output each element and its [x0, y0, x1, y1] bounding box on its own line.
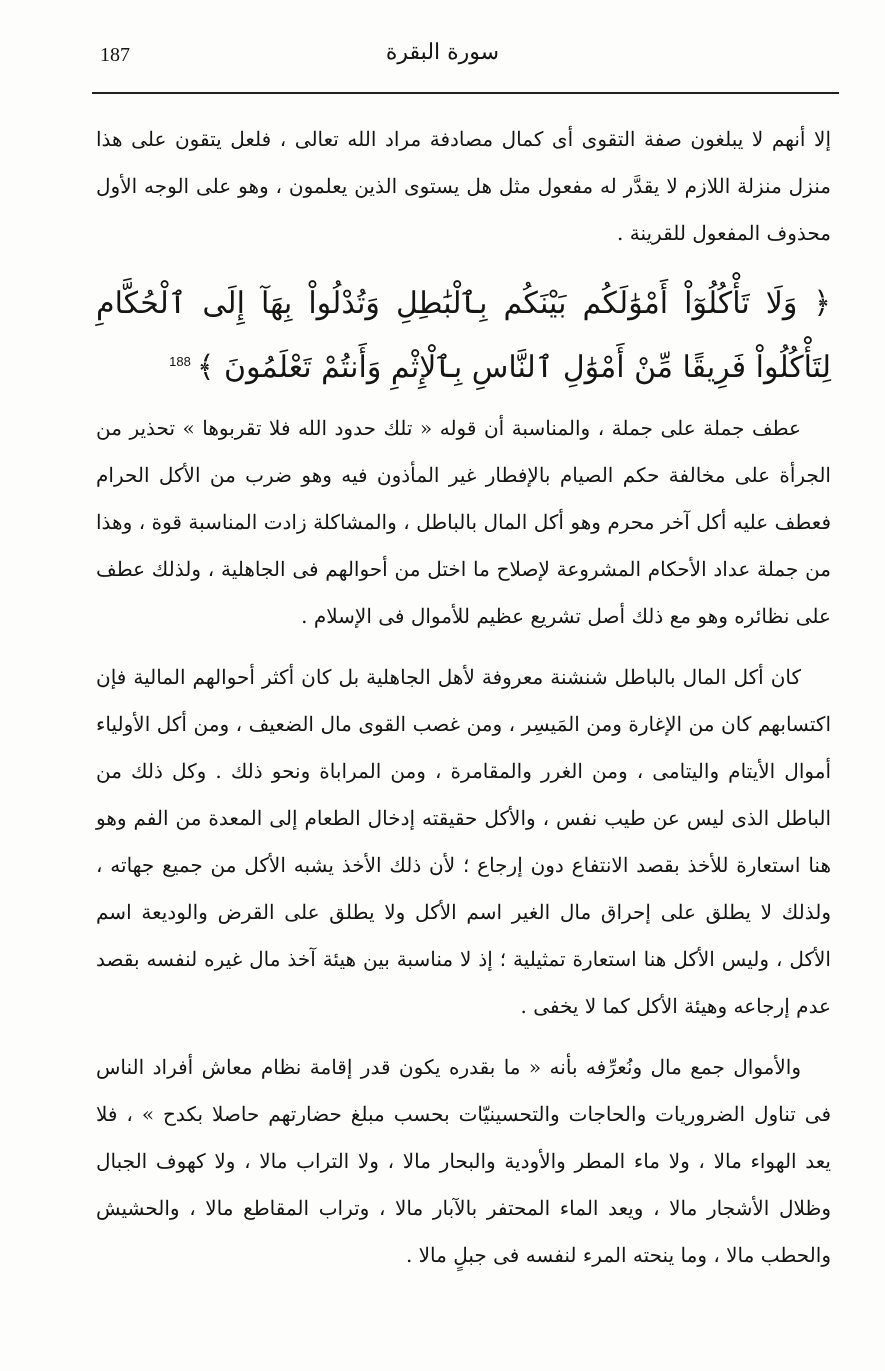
verse-number: 188 — [169, 354, 191, 369]
paragraph-commentary-3: والأموال جمع مال ونُعرِّفه بأنه « ما بقدره يكون قدر إقامة نظام معاش أفراد الناس فى تناول الضروريات والحاجات والتحسينيّات بحسب مبلغ حضارتهم حاصلا بكدح » ، فلا يعد الهواء مالا ، ولا ماء المطر والأودية والبحار مالا ، ولا التراب مالا ، ولا كهوف الجبال وظلال الأشجار مالا ، ويعد الماء المحتفر بالآبار مالا ، وتراب المقاطع مالا ، والحشيش والحطب مالا ، وما ينحته المرء لنفسه فى جبلٍ مالا . — [96, 1055, 831, 1267]
header-rule — [92, 92, 839, 94]
page-number: 187 — [100, 44, 130, 66]
paragraph-intro: إلا أنهم لا يبلغون صفة التقوى أى كمال مصادفة مراد الله تعالى ، فلعل يتقون على هذا منزل منزلة اللازم لا يقدَّر له مفعول مثل هل يستوى الذين يعلمون ، وهو على الوجه الأول محذوف المفعول للقرينة . — [96, 127, 831, 245]
paragraph-commentary-1: عطف جملة على جملة ، والمناسبة أن قوله « تلك حدود الله فلا تقربوها » تحذير من الجرأة على مخالفة حكم الصيام بالإفطار غير المأذون فيه وهو ضرب من الأكل الحرام فعطف عليه أكل آخر محرم وهو أكل المال بالباطل ، والمشاكلة زادت المناسبة قوة ، وهذا من جملة عداد الأحكام المشروعة لإصلاح ما اختل من أحوالهم فى الجاهلية ، ولذلك عطف على نظائره وهو مع ذلك أصل تشريع عظيم للأموال فى الإسلام . — [96, 416, 832, 628]
paragraph-gap — [96, 1030, 831, 1044]
quran-verse — [96, 275, 831, 397]
paragraph-gap — [96, 640, 831, 654]
page-body — [96, 116, 831, 1279]
paragraph-commentary-2: كان أكل المال بالباطل شنشنة معروفة لأهل الجاهلية بل كان أكثر أحوالهم المالية فإن اكتسابهم كان من الإغارة ومن المَيسِر ، ومن غصب القوى مال الضعيف ، ومن أكل الأولياء أموال الأيتام واليتامى ، ومن الغرر والمقامرة ، ومن المراباة ونحو ذلك . وكل ذلك من الباطل الذى ليس عن طيب نفس ، والأكل حقيقته إدخال الطعام إلى المعدة من الفم وهو هنا استعارة للأخذ بقصد الانتفاع دون إرجاع ؛ لأن ذلك الأخذ يشبه الأكل من جميع جهاته ، ولذلك لا يطلق على إحراق مال الغير اسم الأكل ولا يطلق على القرض والوديعة اسم الأكل ، وليس الأكل هنا استعارة تمثيلية ؛ إذ لا مناسبة بين هيئة آخذ مال غيره لنفسه بقصد عدم إرجاعه وهيئة الأكل كما لا يخفى . — [96, 665, 831, 1018]
verse-text: ﴿ وَلَا تَأْكُلُوٓاْ أَمْوَٰلَكُم بَيْنَكُم بِٱلْبَٰطِلِ وَتُدْلُواْ بِهَآ إِلَى ٱلْحُكَّامِ لِتَأْكُلُواْ فَرِيقًا مِّنْ أَمْوَٰلِ ٱلنَّاسِ بِٱلْإِثْمِ وَأَنتُمْ تَعْلَمُونَ ﴾ — [96, 286, 831, 385]
running-title: سورة البقرة — [385, 40, 500, 65]
